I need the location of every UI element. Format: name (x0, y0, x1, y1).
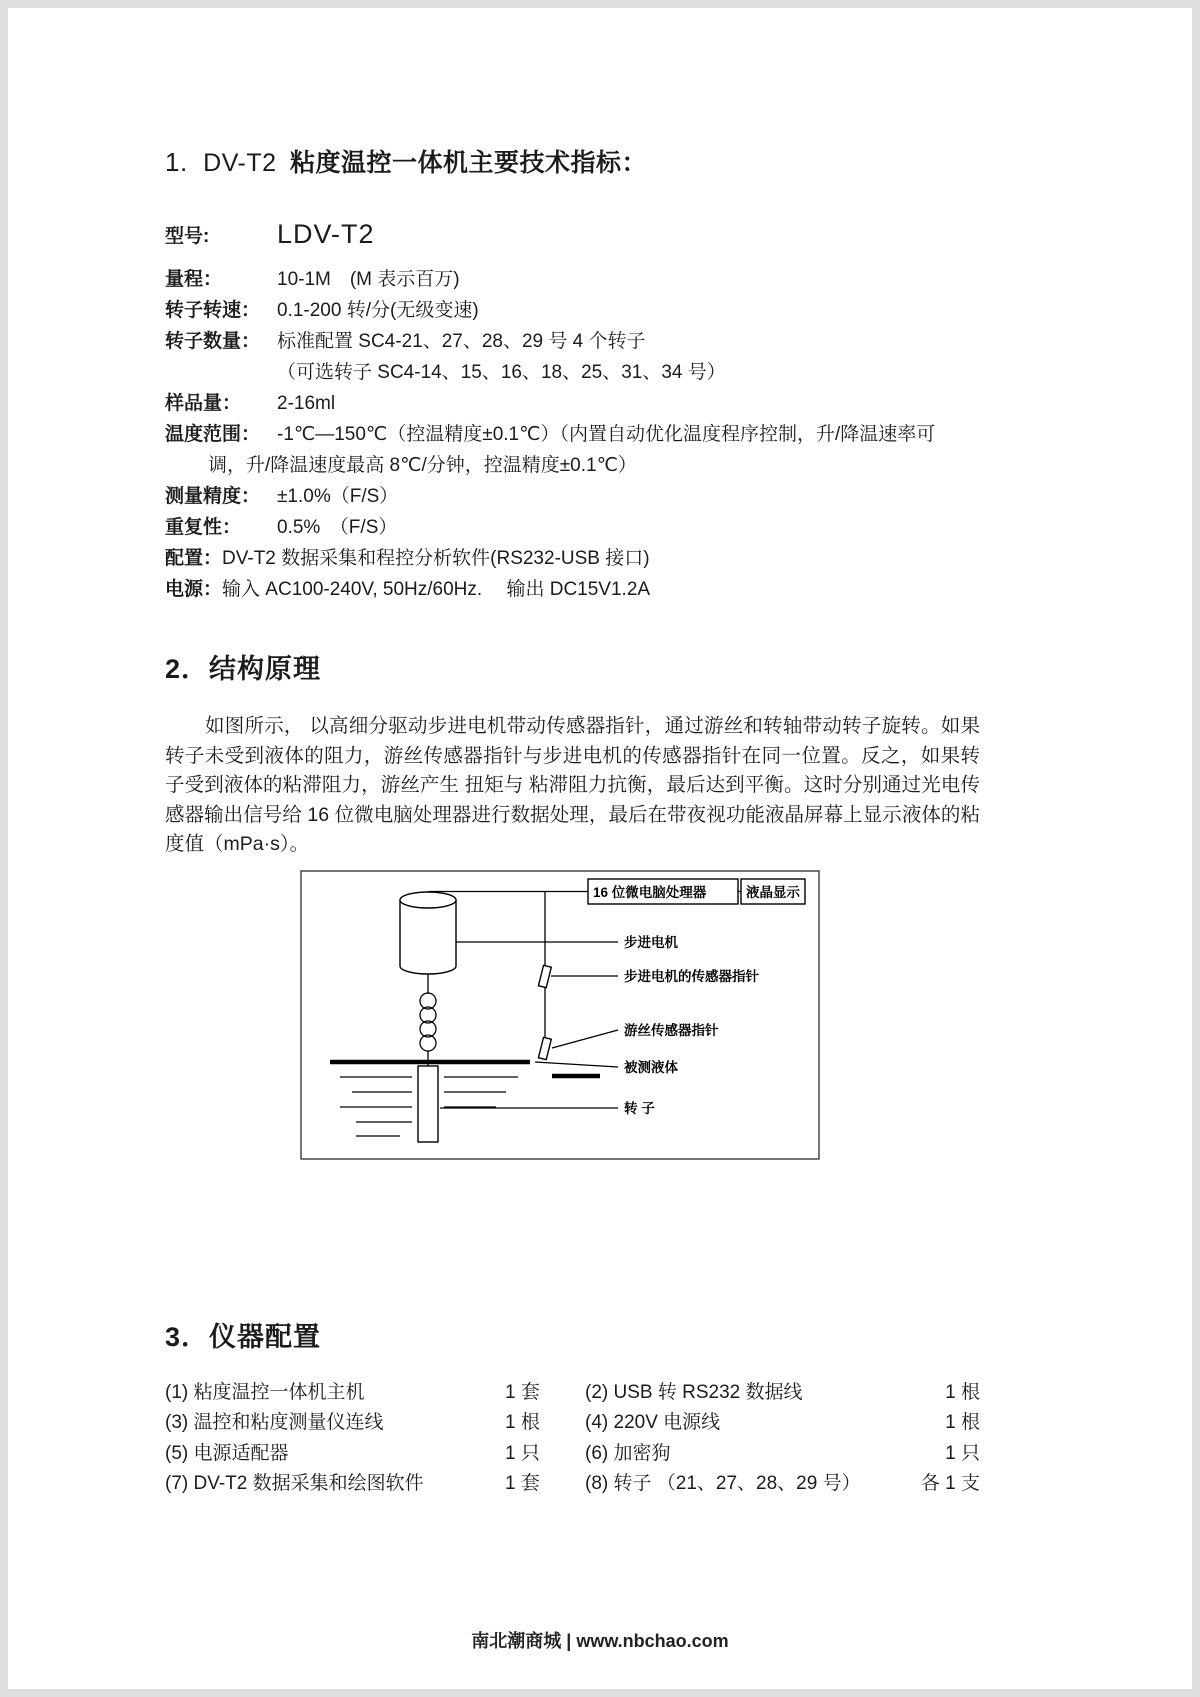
config-qty: 1 根 (505, 1412, 540, 1433)
spec-value: ±1.0%（F/S） (277, 486, 399, 507)
section1-title-text: 粘度温控一体机主要技术指标： (289, 149, 647, 177)
config-qty: 1 只 (505, 1442, 540, 1464)
diagram-border (301, 871, 819, 1159)
config-item: (3) 温控和粘度测量仪连线 (165, 1412, 384, 1433)
config-item: (5) 电源适配器 (165, 1442, 289, 1464)
spec-list (165, 264, 980, 605)
diagram-label-measured-liquid: 被测液体 (624, 1059, 678, 1075)
spec-value: 标准配置 SC4-21、27、28、29 号 4 个转子 (277, 331, 646, 352)
diagram-label-stepper-motor: 步进电机 (624, 934, 678, 950)
section2-paragraph: 如图所示， 以高细分驱动步进电机带动传感器指针，通过游丝和转轴带动转子旋转。如果转子未受到液体的阻力，游丝传感器指针与步进电机的传感器指针在同一位置。反之，如果转子受到液体的粘滞阻力，游丝产生 扭矩与 粘滞阻力抗衡，最后达到平衡。这时分别通过光电传感器输出信号给 16 位微电脑处理器进行数据处理，最后在带夜视功能液晶屏幕上显示液体的粘度值（mPa·s）。 (165, 715, 980, 855)
config-qty: 1 只 (945, 1442, 980, 1464)
spec-row (165, 419, 980, 450)
structure-diagram (300, 870, 980, 1165)
spec-value: 2-16ml (277, 393, 336, 414)
config-row (165, 1378, 980, 1409)
config-qty: 各 1 支 (920, 1473, 980, 1494)
spec-row (165, 481, 980, 512)
section1-number: 1. (165, 147, 188, 177)
spec-value: 10-1M (M 表示百万) (277, 269, 460, 290)
document-page (8, 8, 1192, 1689)
config-row (165, 1469, 980, 1500)
spec-row (165, 574, 980, 605)
spec-row (165, 543, 980, 574)
motor-top (400, 892, 456, 908)
diagram-label-motor-sensor-pointer: 步进电机的传感器指针 (624, 968, 759, 984)
spec-row (165, 295, 980, 326)
spec-value: -1℃—150℃（控温精度±0.1℃）（内置自动优化温度程序控制，升/降温速率可 (277, 424, 936, 445)
config-qty: 1 根 (945, 1412, 980, 1433)
spec-row (165, 388, 980, 419)
spindle (418, 1066, 438, 1142)
spec-value: LDV-T2 (277, 219, 375, 249)
config-item: (2) USB 转 RS232 数据线 (585, 1381, 803, 1403)
spec-row (165, 512, 980, 543)
spec-label: 样品量： (165, 393, 242, 414)
config-item: (6) 加密狗 (585, 1442, 671, 1464)
spec-row (165, 264, 980, 295)
footer-text: 南北潮商城 | www.nbchao.com (471, 1631, 729, 1651)
spec-label: 转子转速： (165, 300, 261, 321)
spec-value: 0.1-200 转/分(无级变速) (277, 300, 479, 321)
config-qty: 1 套 (505, 1381, 540, 1403)
spec-value-continuation: 调，升/降温速度最高 8℃/分钟，控温精度±0.1℃） (208, 455, 637, 476)
spec-label: 量程： (165, 269, 223, 290)
config-item: (8) 转子 （21、27、28、29 号） (585, 1473, 861, 1494)
config-row (165, 1439, 980, 1470)
processor-box-label: 16 位微电脑处理器 (593, 884, 707, 900)
spec-label: 转子数量： (165, 331, 261, 352)
spec-value-continuation: （可选转子 SC4-14、15、16、18、25、31、34 号） (277, 362, 726, 383)
lcd-box-label: 液晶显示 (746, 884, 800, 900)
section1-heading (165, 143, 980, 179)
spec-label: 型号: (165, 226, 210, 247)
spec-row-model (165, 219, 980, 250)
config-qty: 1 根 (945, 1381, 980, 1403)
config-item: (7) DV-T2 数据采集和绘图软件 (165, 1473, 424, 1494)
spec-label: 温度范围： (165, 424, 261, 445)
config-item: (1) 粘度温控一体机主机 (165, 1381, 365, 1403)
diagram-label-hairspring-sensor-pointer: 游丝传感器指针 (624, 1022, 719, 1038)
config-item: (4) 220V 电源线 (585, 1412, 721, 1433)
spec-label: 配置： (165, 548, 223, 569)
spec-value: 输入 AC100-240V, 50Hz/60Hz. 输出 DC15V1.2A (222, 579, 651, 600)
spec-label: 电源： (165, 579, 223, 600)
spec-value: 0.5% （F/S） (277, 517, 398, 538)
motor-body (400, 900, 456, 974)
spec-label: 测量精度： (165, 486, 261, 507)
section2-heading: 2．结构原理 (165, 654, 322, 684)
diagram-label-spindle: 转 子 (624, 1100, 655, 1116)
spec-row (165, 326, 980, 357)
document-content (8, 8, 1192, 1500)
spec-value: DV-T2 数据采集和程控分析软件(RS232-USB 接口) (222, 548, 650, 569)
spec-label: 重复性： (165, 517, 242, 538)
section1-model-name: DV-T2 (203, 149, 277, 177)
section3-heading: 3．仪器配置 (165, 1321, 322, 1352)
config-list (165, 1378, 980, 1500)
config-row (165, 1408, 980, 1439)
config-qty: 1 套 (505, 1473, 540, 1494)
